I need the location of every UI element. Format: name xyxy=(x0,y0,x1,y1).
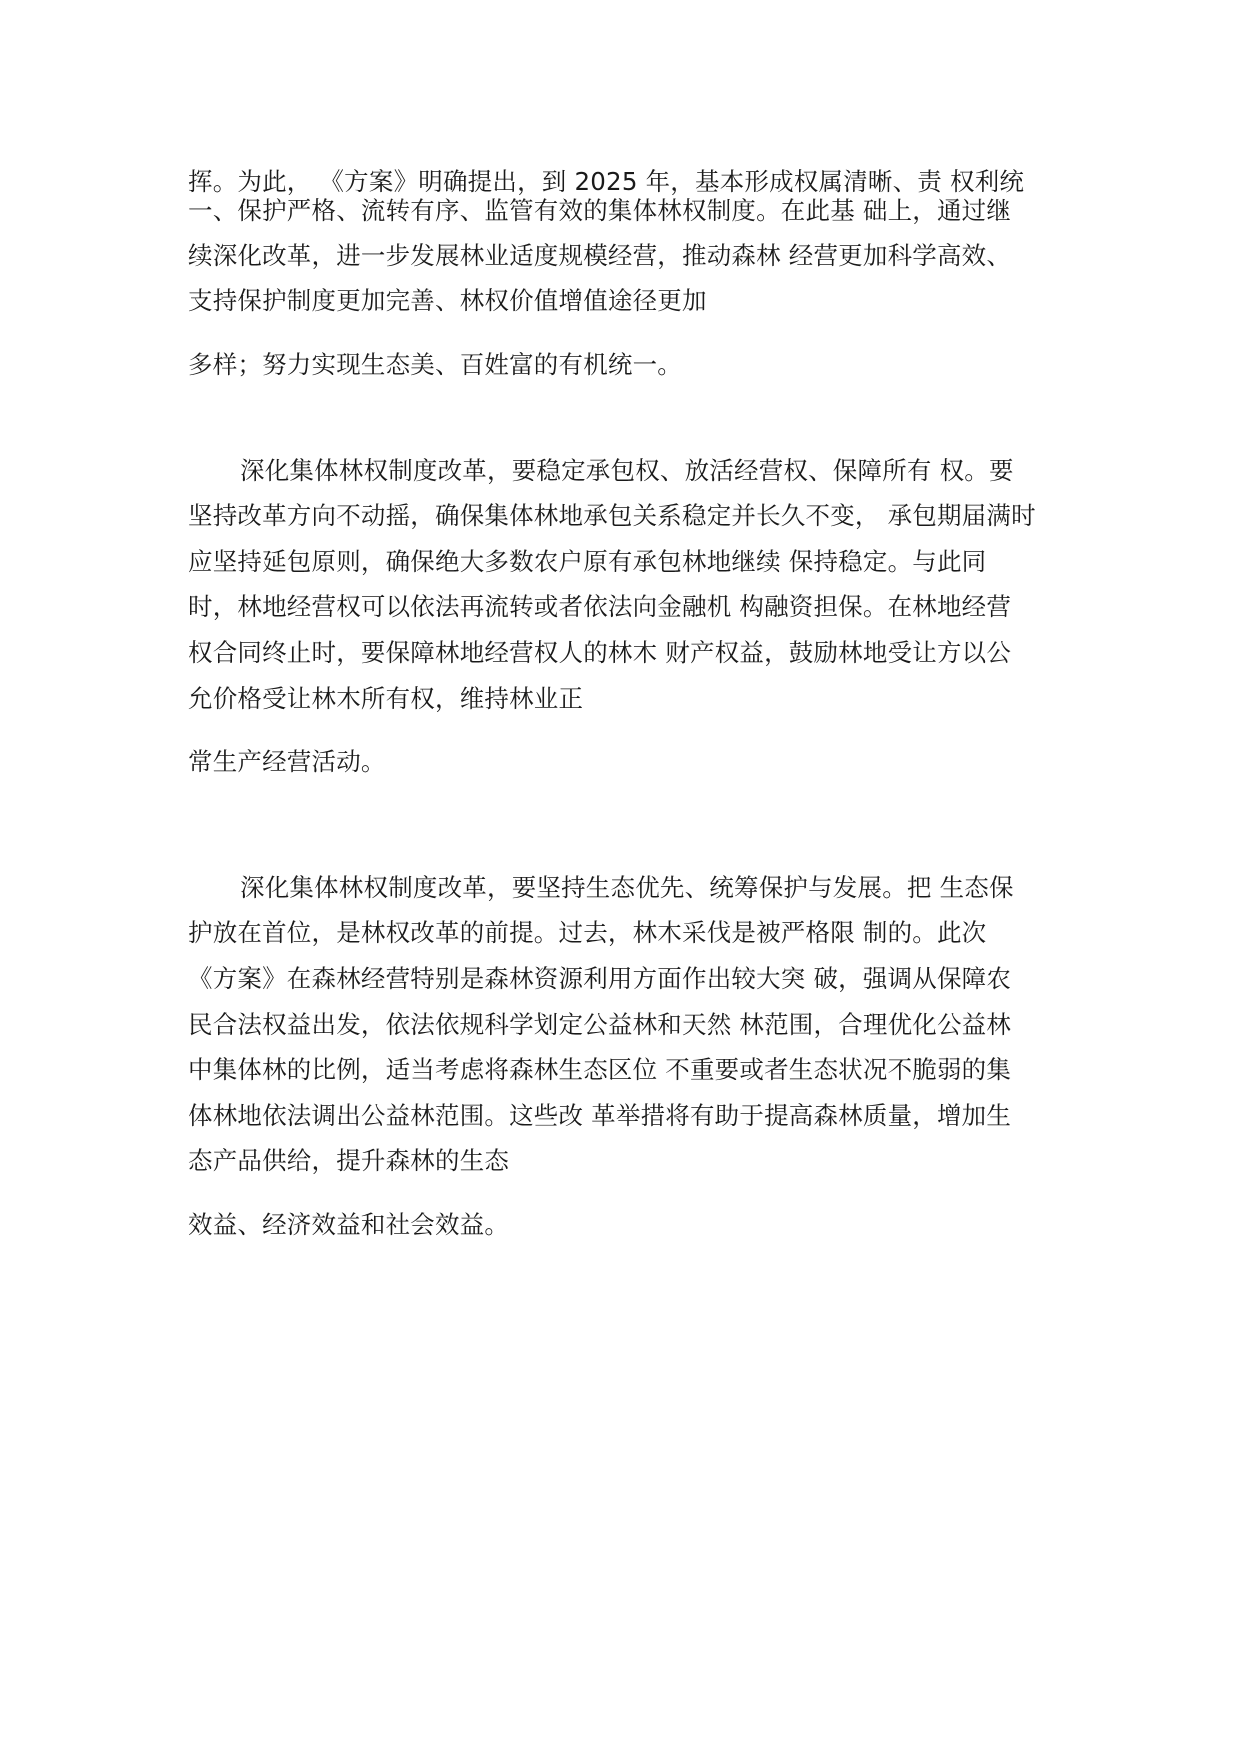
text-line: 支持保护制度更加完善、林权价值增值途径更加 xyxy=(188,286,707,315)
text-line: 允价格受让林木所有权，维持林业正 xyxy=(188,684,584,713)
text-line: 续深化改革，进一步发展林业适度规模经营，推动森林 经营更加科学高效、 xyxy=(188,241,1012,270)
text-line: 体林地依法调出公益林范围。这些改 革举措将有助于提高森林质量，增加生 xyxy=(188,1101,1012,1130)
text-line: 应坚持延包原则，确保绝大多数农户原有承包林地继续 保持稳定。与此同 xyxy=(188,547,987,576)
text-line: 一、保护严格、流转有序、监管有效的集体林权制度。在此基 础上，通过继 xyxy=(188,196,1012,225)
text-line: 坚持改革方向不动摇，确保集体林地承包关系稳定并长久不变， 承包期届满时 xyxy=(188,501,1036,530)
text-line: 深化集体林权制度改革，要坚持生态优先、统筹保护与发展。把 生态保 xyxy=(240,873,1014,902)
text-line: 常生产经营活动。 xyxy=(188,747,386,776)
text-line: 民合法权益出发，依法依规科学划定公益林和天然 林范围，合理优化公益林 xyxy=(188,1010,1012,1039)
text-line: 护放在首位，是林权改革的前提。过去，林木采伐是被严格限 制的。此次 xyxy=(188,918,987,947)
text-line: 深化集体林权制度改革，要稳定承包权、放活经营权、保障所有 权。要 xyxy=(240,456,1014,485)
text-line: 权合同终止时，要保障林地经营权人的林木 财产权益，鼓励林地受让方以公 xyxy=(188,638,1012,667)
text-line: 《方案》在森林经营特别是森林资源利用方面作出较大突 破，强调从保障农 xyxy=(188,964,1012,993)
text-line: 时，林地经营权可以依法再流转或者依法向金融机 构融资担保。在林地经营 xyxy=(188,592,1012,621)
text-line: 中集体林的比例，适当考虑将森林生态区位 不重要或者生态状况不脆弱的集 xyxy=(188,1055,1012,1084)
text-line: 态产品供给，提升森林的生态 xyxy=(188,1146,510,1175)
text-line: 效益、经济效益和社会效益。 xyxy=(188,1210,510,1239)
text-line: 多样；努力实现生态美、百姓富的有机统一。 xyxy=(188,350,682,379)
text-line: 挥。为此， 《方案》明确提出，到 2025 年，基本形成权属清晰、责 权利统 xyxy=(188,167,1025,196)
